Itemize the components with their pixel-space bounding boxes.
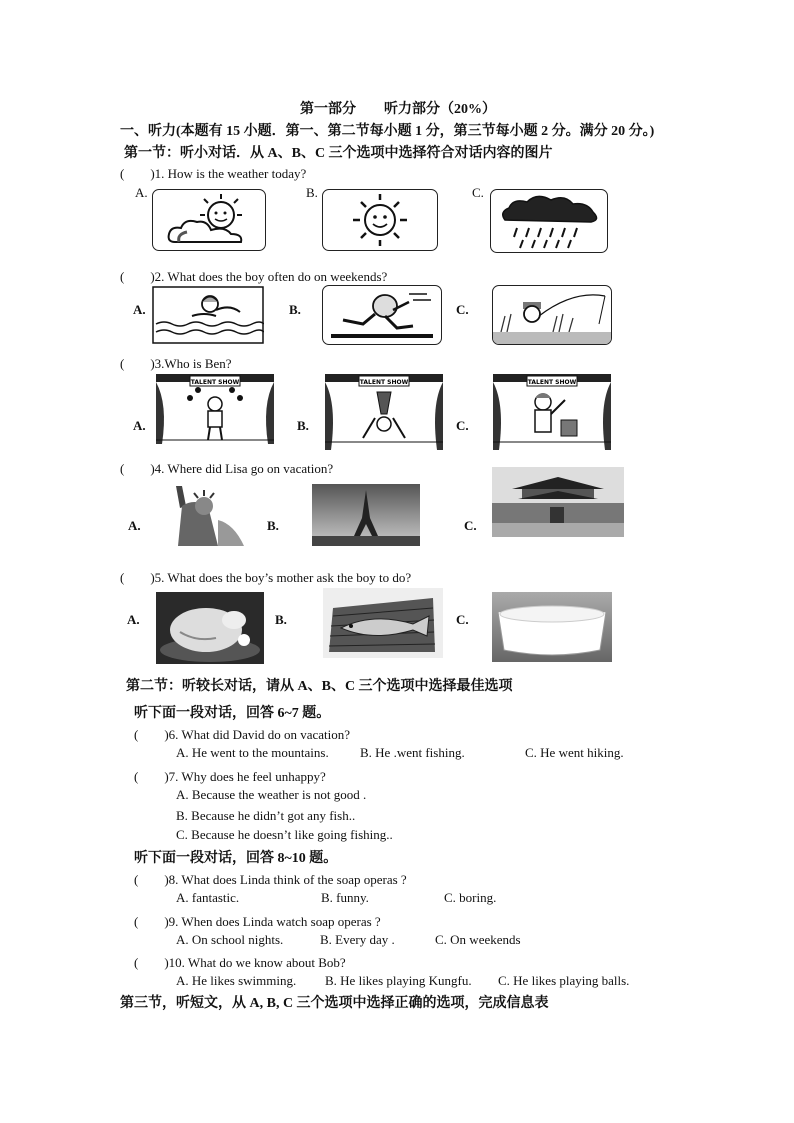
question-8: ( )8. What does Linda think of the soap operas ? — [134, 872, 407, 887]
option-a-text: A. Because the weather is not good . — [176, 787, 367, 802]
option-c-label: C. — [456, 302, 469, 317]
tiananmen-photo[interactable] — [492, 467, 624, 537]
option-b-text: B. He .went fishing. — [360, 745, 465, 760]
talent-show-banner: TALENT SHOW — [190, 379, 240, 386]
option-a-label: A. — [133, 302, 146, 317]
group1-instruction: 听下面一段对话，回答 6~7 题。 — [134, 706, 331, 721]
option-a-label: A. — [135, 185, 148, 200]
question-9: ( )9. When does Linda watch soap operas ? — [134, 914, 381, 929]
option-a-text: A. fantastic. — [176, 890, 240, 905]
option-b-label: B. — [289, 302, 301, 317]
juggling-boy[interactable] — [156, 374, 274, 444]
question-1: ( )1. How is the weather today? — [120, 166, 307, 181]
option-b-text: B. Every day . — [320, 932, 395, 947]
question-2: ( )2. What does the boy often do on weekends? — [120, 269, 388, 284]
option-c-text: C. Because he doesn’t like going fishing.. — [176, 827, 393, 842]
option-b-label: B. — [275, 612, 287, 627]
option-a-label: A. — [128, 518, 141, 533]
question-5: ( )5. What does the boy’s mother ask the boy to do? — [120, 570, 412, 585]
option-b-label: B. — [297, 418, 309, 433]
option-c-label: C. — [456, 418, 469, 433]
part1-heading: 第一节：听小对话．从 A、B、C 三个选项中选择符合对话内容的图片 — [124, 146, 553, 161]
section-instruction: 一、听力(本题有 15 小题．第一、第二节每小题 1 分，第三节每小题 2 分。满分 20 分。) — [120, 124, 655, 139]
page-title: 第一部分 听力部分（20%） — [300, 102, 496, 117]
option-b-text: B. funny. — [321, 890, 369, 905]
question-10: ( )10. What do we know about Bob? — [134, 955, 346, 970]
svg-text:TALENT SHOW: TALENT SHOW — [527, 379, 577, 386]
option-a-text: A. He went to the mountains. — [176, 745, 329, 760]
smiling-sun-icon[interactable] — [322, 189, 438, 251]
svg-text:TALENT SHOW: TALENT SHOW — [359, 379, 409, 386]
option-c-text: C. He went hiking. — [525, 745, 624, 760]
milk-bowl-photo[interactable] — [492, 592, 612, 662]
swimming-boy[interactable] — [152, 286, 264, 344]
eiffel-tower-photo[interactable] — [312, 484, 420, 546]
option-a-text: A. On school nights. — [176, 932, 284, 947]
part3-heading: 第三节，听短文，从 A, B, C 三个选项中选择正确的选项，完成信息表 — [120, 996, 549, 1011]
option-a-label: A. — [133, 418, 146, 433]
roast-chicken-photo[interactable] — [156, 592, 264, 664]
option-c-label: C. — [456, 612, 469, 627]
running-boy[interactable] — [322, 285, 442, 345]
option-b-text: B. He likes playing Kungfu. — [325, 973, 472, 988]
question-7: ( )7. Why does he feel unhappy? — [134, 769, 326, 784]
fish-photo[interactable] — [323, 588, 443, 658]
statue-of-liberty-photo[interactable] — [164, 484, 262, 546]
option-c-text: C. He likes playing balls. — [498, 973, 630, 988]
question-3: ( )3.Who is Ben? — [120, 356, 232, 371]
group2-instruction: 听下面一段对话，回答 8~10 题。 — [134, 851, 338, 866]
option-b-label: B. — [306, 185, 318, 200]
magic-boy[interactable] — [493, 374, 611, 450]
option-c-text: C. On weekends — [435, 932, 521, 947]
option-a-label: A. — [127, 612, 140, 627]
option-c-label: C. — [472, 185, 484, 200]
handstand-boy[interactable] — [325, 374, 443, 450]
question-4: ( )4. Where did Lisa go on vacation? — [120, 461, 334, 476]
sun-behind-cloud-icon[interactable] — [152, 189, 266, 251]
part2-heading: 第二节：听较长对话，请从 A、B、C 三个选项中选择最佳选项 — [126, 679, 513, 694]
option-b-label: B. — [267, 518, 279, 533]
option-c-text: C. boring. — [444, 890, 497, 905]
option-a-text: A. He likes swimming. — [176, 973, 297, 988]
question-6: ( )6. What did David do on vacation? — [134, 727, 351, 742]
fishing-boy[interactable] — [492, 285, 612, 345]
option-b-text: B. Because he didn’t got any fish.. — [176, 808, 356, 823]
rain-cloud-icon[interactable] — [490, 189, 608, 253]
option-c-label: C. — [464, 518, 477, 533]
